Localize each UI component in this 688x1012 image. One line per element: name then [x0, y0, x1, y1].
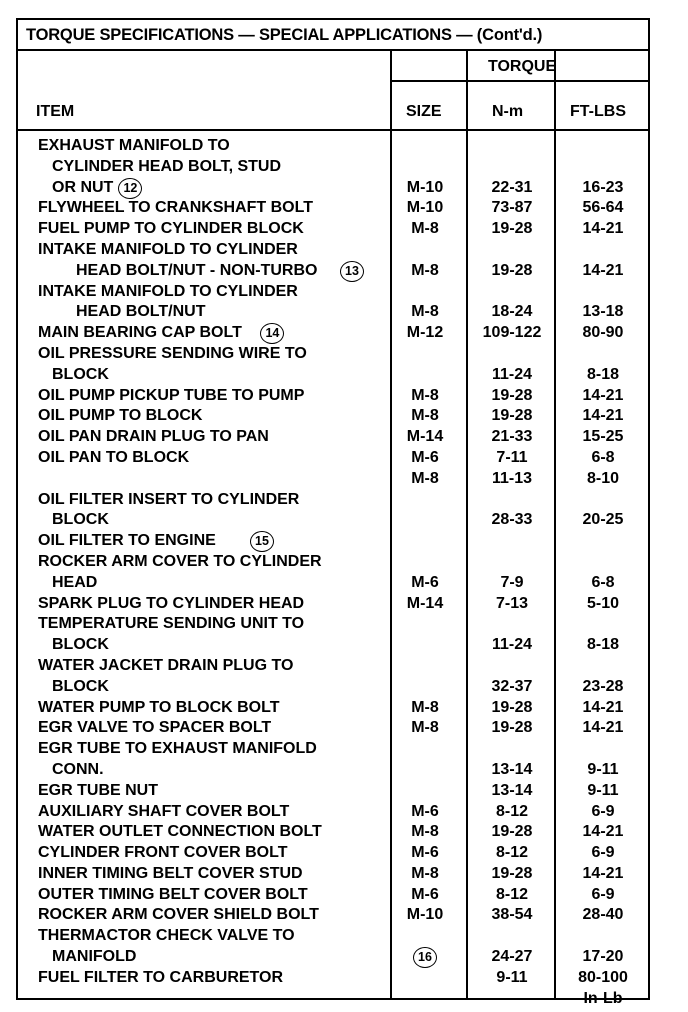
size-cell: M-8 [411, 864, 439, 882]
size-cell: M-10 [406, 178, 444, 196]
item-text: AUXILIARY SHAFT COVER BOLT [38, 802, 290, 820]
size-cell: M-8 [411, 698, 439, 716]
ftlbs-cell: 5-10 [586, 594, 620, 612]
size-cell: M-6 [411, 844, 439, 862]
table-row [18, 136, 648, 157]
item-text: BLOCK [52, 636, 109, 654]
table-row [18, 635, 648, 656]
table-row [18, 157, 648, 178]
nm-cell: 18-24 [491, 303, 533, 321]
ftlbs-cell: 80-100 [578, 968, 628, 986]
table-row [18, 261, 648, 282]
item-text: FUEL PUMP TO CYLINDER BLOCK [38, 220, 304, 238]
nm-cell: 19-28 [491, 698, 533, 716]
nm-cell: 109-122 [482, 324, 542, 342]
nm-cell: 38-54 [491, 906, 533, 924]
ftlbs-cell: 28-40 [582, 906, 624, 924]
ftlbs-cell: 8-18 [586, 365, 620, 383]
nm-cell: 7-9 [500, 573, 524, 591]
note-callout: 14 [260, 323, 284, 344]
table-row [18, 677, 648, 698]
nm-cell: 19-28 [491, 220, 533, 238]
table-row [18, 614, 648, 635]
nm-cell: 21-33 [491, 428, 533, 446]
item-text: THERMACTOR CHECK VALVE TO [38, 927, 295, 945]
size-cell: M-14 [406, 594, 444, 612]
size-cell: M-14 [406, 428, 444, 446]
item-text: BLOCK [52, 365, 109, 383]
nm-cell: 9-11 [496, 968, 528, 986]
ftlbs-cell: 8-10 [586, 469, 620, 487]
item-text: SPARK PLUG TO CYLINDER HEAD [38, 594, 305, 612]
table-row [18, 302, 648, 323]
table-row [18, 739, 648, 760]
item-text: OIL PUMP TO BLOCK [38, 407, 203, 425]
item-text: OIL PAN TO BLOCK [38, 448, 190, 466]
nm-cell: 28-33 [491, 511, 533, 529]
table-row [18, 365, 648, 386]
item-text: OIL PAN DRAIN PLUG TO PAN [38, 428, 269, 446]
ftlbs-cell: 6-8 [591, 573, 615, 591]
table-row [18, 594, 648, 615]
item-text: ROCKER ARM COVER TO CYLINDER [38, 552, 322, 570]
table-row [18, 760, 648, 781]
header-nm: N-m [492, 103, 524, 120]
table-row [18, 781, 648, 802]
note-callout: 13 [340, 261, 364, 282]
item-text: EGR TUBE NUT [38, 781, 158, 799]
size-cell: M-6 [411, 573, 439, 591]
ftlbs-cell: 15-25 [582, 428, 624, 446]
item-text: EGR VALVE TO SPACER BOLT [38, 719, 272, 737]
header-divider [390, 51, 392, 129]
table-title-bar [18, 20, 648, 51]
table-row [18, 864, 648, 885]
nm-cell: 13-14 [491, 781, 533, 799]
size-cell: M-8 [411, 407, 439, 425]
note-callout: 15 [250, 531, 274, 552]
ftlbs-cell: In-Lb [583, 989, 623, 1007]
nm-cell: 19-28 [491, 386, 533, 404]
nm-cell: 11-24 [491, 636, 533, 654]
item-text: OUTER TIMING BELT COVER BOLT [38, 885, 308, 903]
ftlbs-cell: 17-20 [582, 948, 624, 966]
item-text: CYLINDER HEAD BOLT, STUD [52, 157, 282, 175]
header-divider [466, 51, 468, 129]
table-row [18, 822, 648, 843]
item-text: OIL PUMP PICKUP TUBE TO PUMP [38, 386, 305, 404]
table-row [18, 427, 648, 448]
table-row [18, 490, 648, 511]
table-row [18, 323, 648, 344]
item-text: WATER PUMP TO BLOCK BOLT [38, 698, 280, 716]
ftlbs-cell: 16-23 [582, 178, 624, 196]
item-text: HEAD BOLT/NUT - NON-TURBO [76, 261, 318, 279]
size-cell [394, 947, 456, 968]
table-row [18, 802, 648, 823]
item-text: HEAD [52, 573, 98, 591]
table-row [18, 698, 648, 719]
ftlbs-cell: 23-28 [582, 677, 624, 695]
item-text: FLYWHEEL TO CRANKSHAFT BOLT [38, 199, 313, 217]
size-cell: M-6 [411, 885, 439, 903]
header-ftlbs: FT-LBS [570, 103, 626, 120]
ftlbs-cell: 80-90 [582, 324, 624, 342]
table-row [18, 905, 648, 926]
table-row [18, 989, 648, 1010]
ftlbs-cell: 6-8 [591, 448, 615, 466]
item-text: WATER JACKET DRAIN PLUG TO [38, 656, 294, 674]
nm-cell: 11-13 [491, 469, 533, 487]
nm-cell: 8-12 [495, 802, 529, 820]
nm-cell: 19-28 [491, 261, 533, 279]
note-callout: 12 [118, 178, 142, 199]
size-cell: M-6 [411, 448, 439, 466]
table-row [18, 219, 648, 240]
ftlbs-cell: 9-11 [587, 760, 619, 778]
nm-cell: 32-37 [491, 677, 533, 695]
torque-underline [390, 80, 648, 82]
item-text: OIL PRESSURE SENDING WIRE TO [38, 344, 307, 362]
table-row [18, 282, 648, 303]
table-row [18, 386, 648, 407]
item-text: FUEL FILTER TO CARBURETOR [38, 968, 284, 986]
item-text: WATER OUTLET CONNECTION BOLT [38, 823, 322, 841]
ftlbs-cell: 13-18 [582, 303, 624, 321]
ftlbs-cell: 14-21 [582, 864, 624, 882]
table-row [18, 718, 648, 739]
table-row [18, 240, 648, 261]
size-cell: M-10 [406, 906, 444, 924]
nm-cell: 22-31 [491, 178, 533, 196]
item-text: CONN. [52, 760, 104, 778]
table-title: TORQUE SPECIFICATIONS — SPECIAL APPLICATIONS — (Cont'd.) [26, 26, 543, 44]
header-size: SIZE [406, 103, 442, 120]
nm-cell: 19-28 [491, 823, 533, 841]
nm-cell: 8-12 [495, 844, 529, 862]
table-row [18, 198, 648, 219]
ftlbs-cell: 6-9 [591, 885, 615, 903]
nm-cell: 8-12 [495, 885, 529, 903]
item-text: BLOCK [52, 677, 109, 695]
item-text: CYLINDER FRONT COVER BOLT [38, 844, 288, 862]
table-header [18, 51, 648, 131]
item-text: MANIFOLD [52, 948, 137, 966]
table-rows [18, 136, 648, 1009]
table-row [18, 656, 648, 677]
ftlbs-cell: 8-18 [586, 636, 620, 654]
table-row [18, 406, 648, 427]
item-text: INTAKE MANIFOLD TO CYLINDER [38, 282, 298, 300]
table-row [18, 926, 648, 947]
table-row [18, 344, 648, 365]
nm-cell: 7-11 [496, 448, 528, 466]
nm-cell: 24-27 [491, 948, 533, 966]
ftlbs-cell: 14-21 [582, 261, 624, 279]
header-item: ITEM [36, 103, 75, 120]
item-text: EXHAUST MANIFOLD TO [38, 137, 230, 154]
ftlbs-cell: 14-21 [582, 407, 624, 425]
item-text: BLOCK [52, 511, 109, 529]
size-cell: M-6 [411, 802, 439, 820]
table-row [18, 947, 648, 968]
nm-cell: 73-87 [491, 199, 533, 217]
note-callout: 16 [413, 947, 437, 968]
size-cell: M-10 [406, 199, 444, 217]
size-cell: M-8 [411, 261, 439, 279]
item-text: TEMPERATURE SENDING UNIT TO [38, 615, 305, 633]
ftlbs-cell: 20-25 [582, 511, 624, 529]
size-cell: M-12 [406, 324, 444, 342]
table-row [18, 469, 648, 490]
ftlbs-cell: 9-11 [587, 781, 619, 799]
size-cell: M-8 [411, 303, 439, 321]
item-text: OIL FILTER INSERT TO CYLINDER [38, 490, 300, 508]
ftlbs-cell: 14-21 [582, 220, 624, 238]
item-text: INTAKE MANIFOLD TO CYLINDER [38, 240, 298, 258]
item-text: INNER TIMING BELT COVER STUD [38, 864, 303, 882]
size-cell: M-8 [411, 386, 439, 404]
table-row [18, 968, 648, 989]
ftlbs-cell: 6-9 [591, 844, 615, 862]
nm-cell: 11-24 [491, 365, 533, 383]
table-row [18, 552, 648, 573]
table-row [18, 573, 648, 594]
item-text: MAIN BEARING CAP BOLT [38, 324, 242, 342]
nm-cell: 19-28 [491, 407, 533, 425]
nm-cell: 19-28 [491, 719, 533, 737]
table-row [18, 885, 648, 906]
torque-spec-table [16, 18, 650, 1007]
table-row [18, 510, 648, 531]
table-row [18, 178, 648, 199]
ftlbs-cell: 56-64 [582, 199, 624, 217]
ftlbs-cell: 14-21 [582, 823, 624, 841]
table-row [18, 531, 648, 552]
item-text: EGR TUBE TO EXHAUST MANIFOLD [38, 740, 317, 758]
size-cell: M-8 [411, 719, 439, 737]
size-cell: M-8 [411, 469, 439, 487]
ftlbs-cell: 6-9 [591, 802, 615, 820]
item-text: OIL FILTER TO ENGINE [38, 532, 216, 550]
ftlbs-cell: 14-21 [582, 719, 624, 737]
table-row [18, 448, 648, 469]
nm-cell: 19-28 [491, 864, 533, 882]
size-cell: M-8 [411, 220, 439, 238]
item-text: ROCKER ARM COVER SHIELD BOLT [38, 906, 319, 924]
table-row [18, 843, 648, 864]
item-text: HEAD BOLT/NUT [76, 303, 206, 321]
ftlbs-cell: 14-21 [582, 386, 624, 404]
nm-cell: 13-14 [491, 760, 533, 778]
ftlbs-cell: 14-21 [582, 698, 624, 716]
size-cell: M-8 [411, 823, 439, 841]
nm-cell: 7-13 [495, 594, 529, 612]
header-torque: TORQUE [488, 58, 557, 75]
item-text: OR NUT [52, 178, 114, 196]
